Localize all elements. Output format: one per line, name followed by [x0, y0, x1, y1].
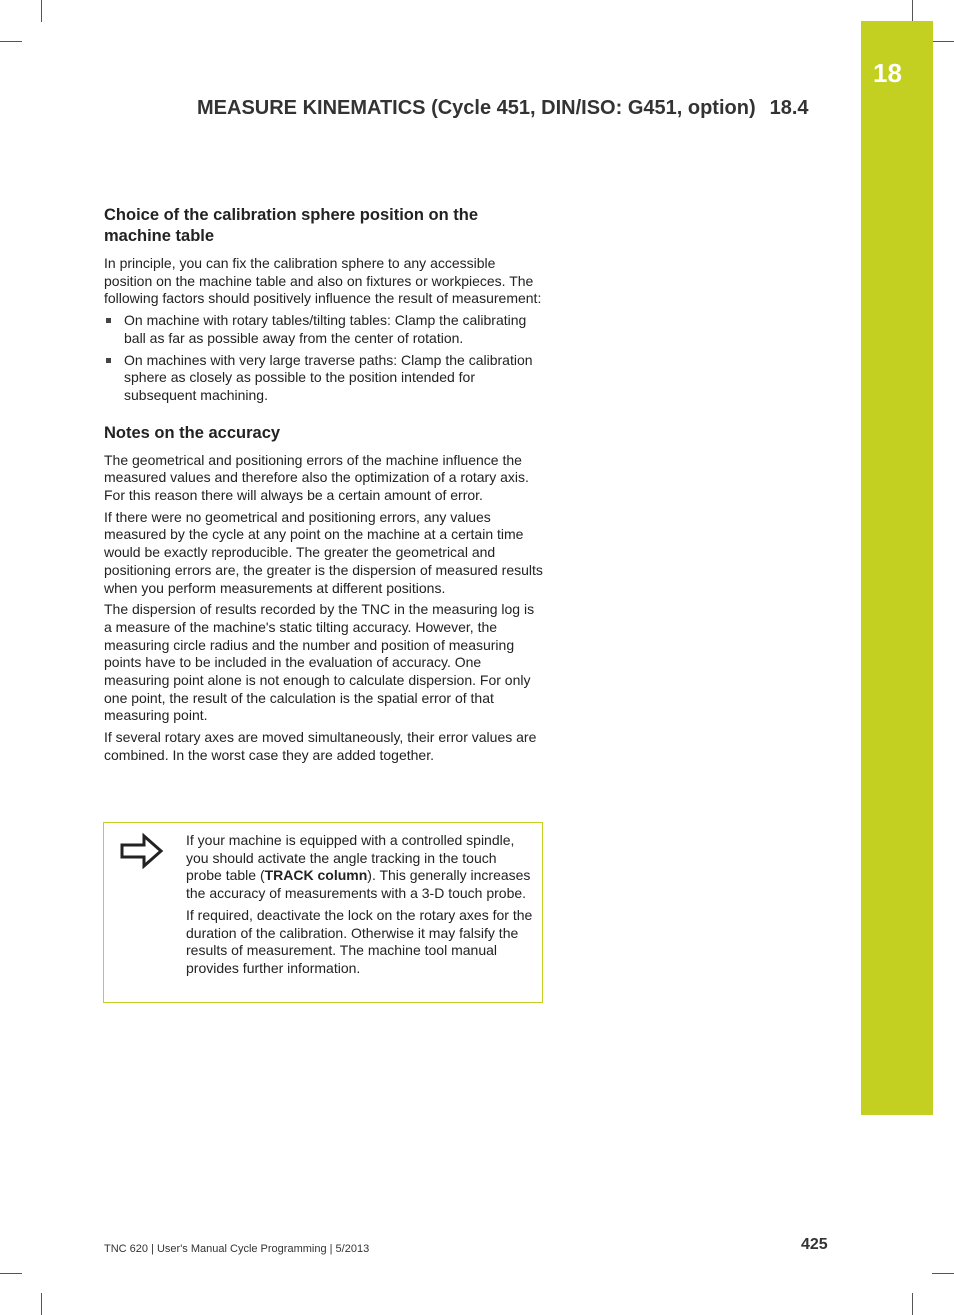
bullet-list [104, 312, 544, 405]
paragraph: If several rotary axes are moved simultaneously, their error values are combined. In the worst case they are added together. [104, 729, 537, 763]
header-title: MEASURE KINEMATICS (Cycle 451, DIN/ISO: G451, option) [197, 97, 756, 119]
list-item-text: On machines with very large traverse paths: Clamp the calibration sphere as closely as possible to the position intended for subsequent machining. [124, 351, 533, 403]
note-paragraph: If required, deactivate the lock on the rotary axes for the duration of the calibration. Otherwise it may falsify the results of measurement. The machine tool manual provides further information. [186, 906, 533, 976]
note-bold-term: TRACK column [264, 867, 368, 884]
note-text [186, 832, 534, 982]
note-text-part: ). This generally increases the accuracy of measurements with a 3-D touch probe. [186, 867, 531, 902]
crop-mark [0, 41, 22, 42]
list-item-text: On machine with rotary tables/tilting tables: Clamp the calibrating ball as far as possible away from the center of rotation. [124, 312, 527, 346]
crop-mark [932, 41, 954, 42]
arrow-right-icon [120, 833, 164, 869]
crop-mark [0, 1273, 22, 1274]
crop-mark [932, 1273, 954, 1274]
footer-text: TNC 620 | User's Manual Cycle Programming | 5/2013 [104, 1243, 370, 1255]
crop-mark [41, 1293, 42, 1315]
paragraph: If there were no geometrical and positioning errors, any values measured by the cycle at any point on the machine at a certain time would be exactly reproducible. The greater the geometrical and positioning errors are, the greater is the dispersion of measured results when you perform measurements at different positions. [104, 508, 543, 596]
chapter-number: 18 [873, 58, 902, 88]
paragraph: The geometrical and positioning errors of the machine influence the measured values and therefore also the optimization of a rotary axis. For this reason there will always be a certain amount of error. [104, 451, 529, 504]
paragraph: The dispersion of results recorded by the TNC in the measuring log is a measure of the machine's static tilting accuracy. However, the measuring circle radius and the number and position of measuring points have to be included in the evaluation of accuracy. One measuring point alone is not enough to calculate dispersion. For only one point, the result of the calculation is the spatial error of that measuring point. [104, 601, 535, 724]
note-box [103, 822, 543, 1003]
header-section-number: 18.4 [769, 97, 809, 119]
chapter-tab [861, 21, 933, 1115]
section-heading: Notes on the accuracy [104, 423, 281, 442]
bullet-square-icon [106, 358, 111, 363]
main-content [104, 205, 544, 769]
note-paragraph [186, 832, 534, 903]
bullet-square-icon [106, 318, 111, 323]
note-text-part: If your machine is equipped with a controlled spindle, you should activate the angle tracking in the touch probe table ( [186, 832, 515, 884]
crop-mark [912, 0, 913, 22]
list-item [104, 352, 544, 405]
paragraph: In principle, you can fix the calibration sphere to any accessible position on the machine table and also on fixtures or workpieces. The following factors should positively influence the result of measurement: [104, 255, 542, 307]
crop-mark [41, 0, 42, 22]
page-number: 425 [801, 1236, 828, 1253]
section-heading: Choice of the calibration sphere position on the machine table [104, 206, 479, 245]
crop-mark [912, 1293, 913, 1315]
running-header [197, 97, 809, 120]
list-item [104, 312, 544, 347]
